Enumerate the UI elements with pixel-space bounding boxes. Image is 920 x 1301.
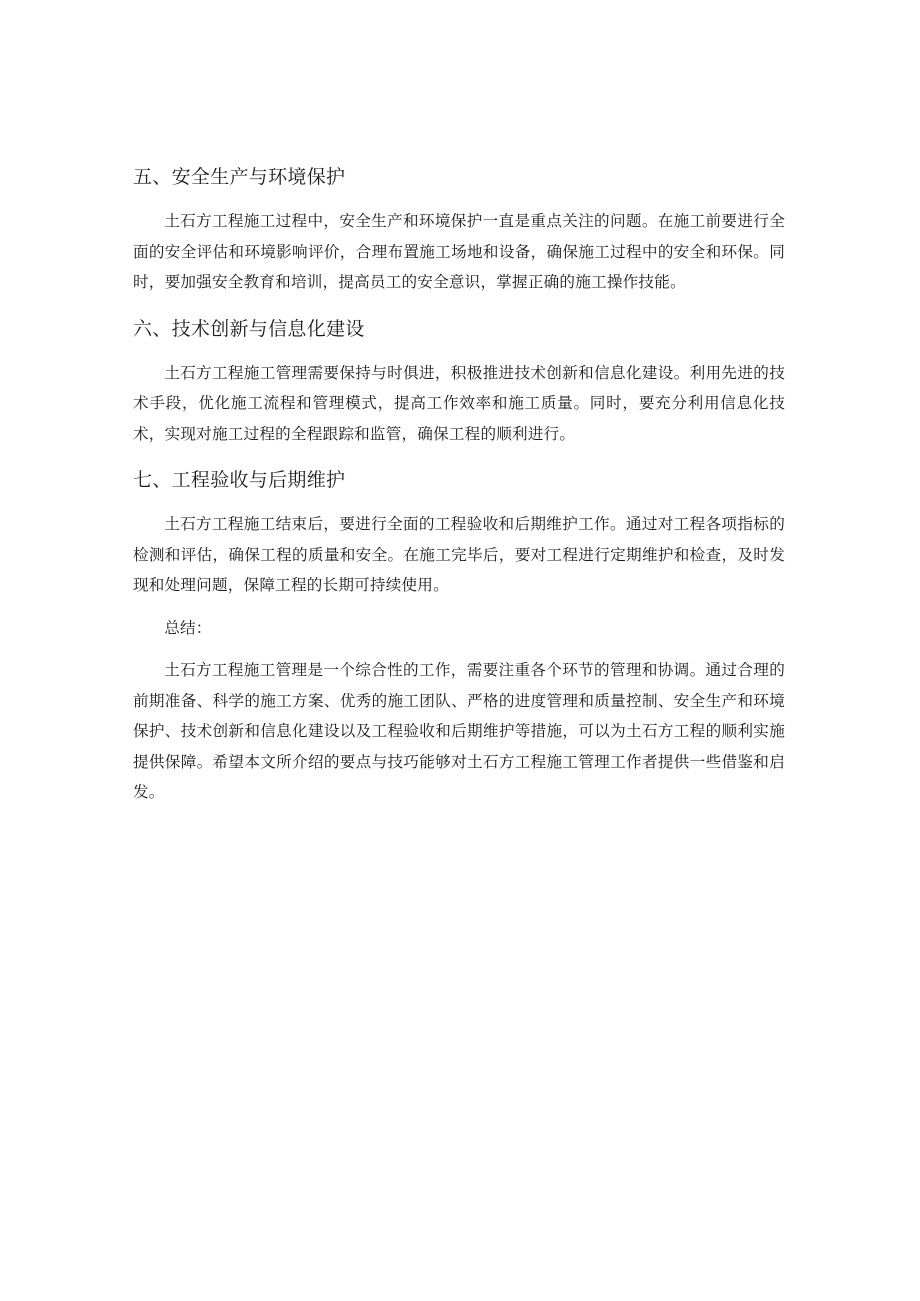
section-heading-tech-innovation: 六、技术创新与信息化建设 — [133, 317, 365, 340]
summary-paragraph: 土石方工程施工管理是一个综合性的工作，需要注重各个环节的管理和协调。通过合理的前期准备、科学的施工方案、优秀的施工团队、严格的进度管理和质量控制、安全生产和环境保护、技术创新和信息化建设以及工程验收和后期维护等措施，可以为土石方工程的顺利实施提供保障。希望本文所介绍的要点与技巧能够对土石方工程施工管理工作者提供一些借鉴和启发。 — [133, 661, 785, 801]
section-heading-safety: 五、安全生产与环境保护 — [133, 166, 346, 188]
section-paragraph-tech-innovation: 土石方工程施工管理需要保持与时俱进，积极推进技术创新和信息化建设。利用先进的技术手段，优化施工流程和管理模式，提高工作效率和施工质量。同时，要充分利用信息化技术，实现对施工过程的全程跟踪和监管，确保工程的顺利进行。 — [133, 363, 785, 443]
section-paragraph-safety: 土石方工程施工过程中，安全生产和环境保护一直是重点关注的问题。在施工前要进行全面的安全评估和环境影响评价，合理布置施工场地和设备，确保施工过程中的安全和环保。同时，要加强安全教育和培训，提高员工的安全意识，掌握正确的施工操作技能。 — [133, 212, 785, 291]
section-heading-acceptance: 七、工程验收与后期维护 — [133, 469, 346, 491]
document-body — [133, 160, 785, 808]
section-paragraph-acceptance: 土石方工程施工结束后，要进行全面的工程验收和后期维护工作。通过对工程各项指标的检测和评估，确保工程的质量和安全。在施工完毕后，要对工程进行定期维护和检查，及时发现和处理问题，保障工程的长期可持续使用。 — [133, 515, 785, 594]
summary-label: 总结： — [164, 618, 212, 637]
